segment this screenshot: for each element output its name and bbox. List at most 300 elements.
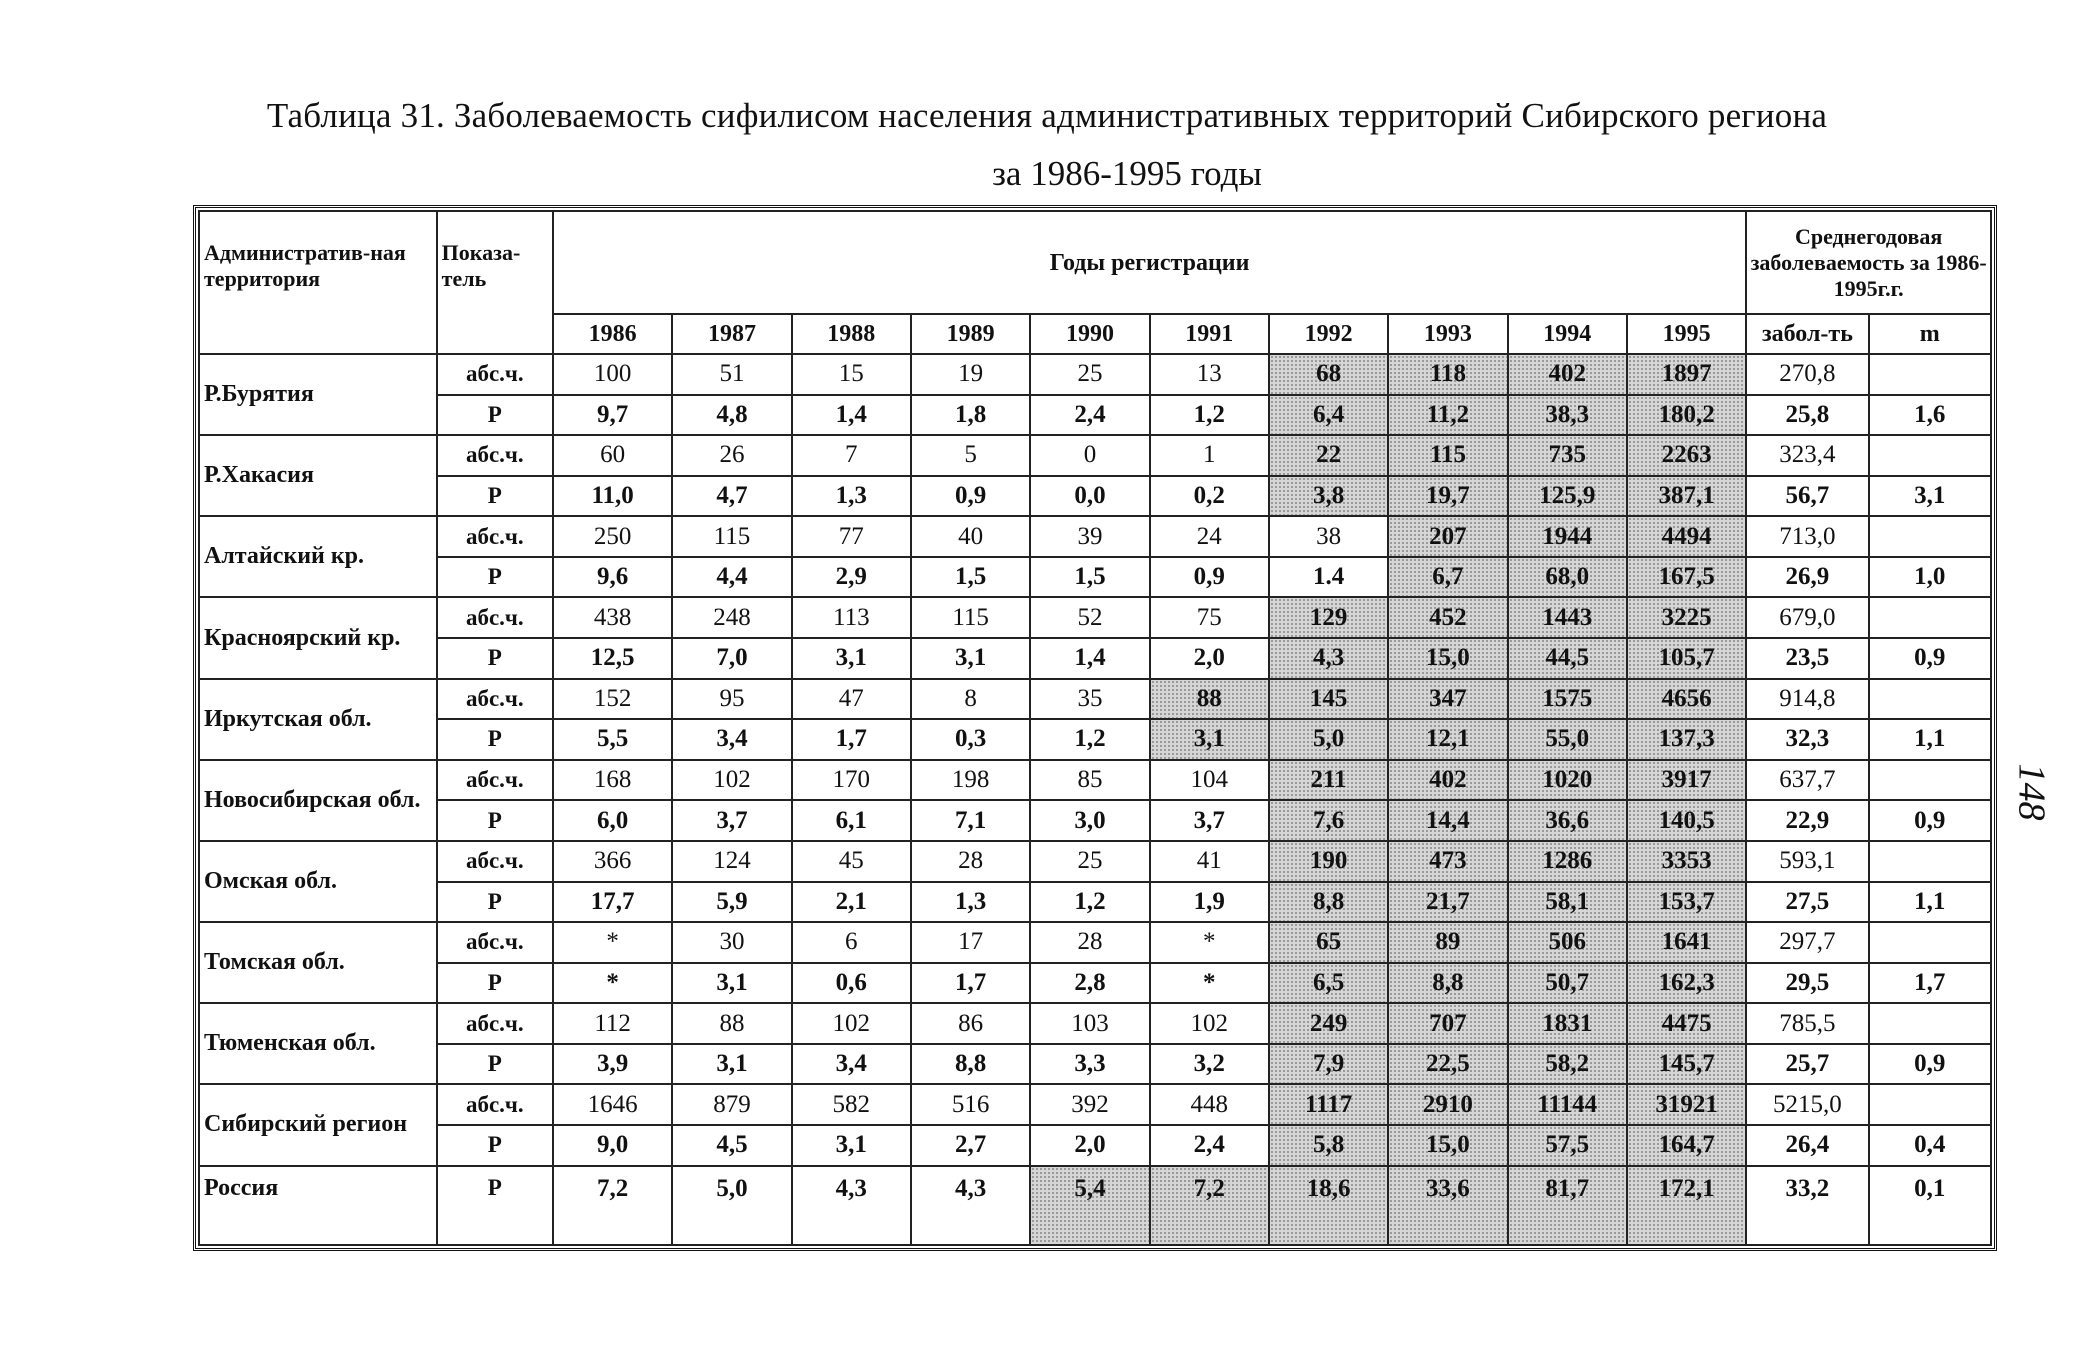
header-year-1993: 1993: [1388, 314, 1507, 354]
m-cell: [1869, 354, 1991, 395]
value-cell: 4475: [1627, 1003, 1746, 1044]
value-cell: 1,9: [1150, 882, 1269, 923]
value-cell: 879: [672, 1084, 791, 1125]
indicator-cell: абс.ч.: [437, 516, 553, 557]
value-cell: 102: [672, 760, 791, 801]
table-title: Таблица 31. Заболеваемость сифилисом населения административных территорий Сибирского региона: [266, 96, 1828, 135]
value-cell: 4,7: [672, 476, 791, 517]
value-cell: 8,8: [911, 1044, 1030, 1085]
value-cell: 88: [672, 1003, 791, 1044]
value-cell: 24: [1150, 516, 1269, 557]
header-average-group: Среднегодовая заболеваемость за 1986-1995г.г.: [1746, 211, 1991, 314]
value-cell: 448: [1150, 1084, 1269, 1125]
value-cell: 2263: [1627, 435, 1746, 476]
territory-name: Томская обл.: [199, 922, 437, 1003]
value-cell: 392: [1030, 1084, 1149, 1125]
average-cell: 56,7: [1746, 476, 1868, 517]
value-cell: 180,2: [1627, 395, 1746, 436]
territory-name: Омская обл.: [199, 841, 437, 922]
value-cell: 4,3: [911, 1166, 1030, 1245]
header-year-1989: 1989: [911, 314, 1030, 354]
value-cell: 1: [1150, 435, 1269, 476]
table-row: [199, 800, 1991, 841]
value-cell: 4656: [1627, 679, 1746, 720]
territory-name: Новосибирская обл.: [199, 760, 437, 841]
value-cell: 3353: [1627, 841, 1746, 882]
value-cell: 4,3: [792, 1166, 911, 1245]
table-row: [199, 476, 1991, 517]
value-cell: 38: [1269, 516, 1388, 557]
value-cell: 129: [1269, 597, 1388, 638]
value-cell: 8: [911, 679, 1030, 720]
value-cell: 3,4: [792, 1044, 911, 1085]
table-row: [199, 1125, 1991, 1166]
indicator-cell: абс.ч.: [437, 435, 553, 476]
table-row: [199, 557, 1991, 598]
value-cell: 1646: [553, 1084, 672, 1125]
value-cell: 211: [1269, 760, 1388, 801]
value-cell: 65: [1269, 922, 1388, 963]
average-cell: 26,9: [1746, 557, 1868, 598]
indicator-cell: Р: [437, 1044, 553, 1085]
m-cell: [1869, 922, 1991, 963]
value-cell: 47: [792, 679, 911, 720]
value-cell: 125,9: [1508, 476, 1627, 517]
value-cell: 15: [792, 354, 911, 395]
value-cell: 58,2: [1508, 1044, 1627, 1085]
indicator-cell: Р: [437, 1125, 553, 1166]
value-cell: 105,7: [1627, 638, 1746, 679]
value-cell: 11,0: [553, 476, 672, 517]
value-cell: 4,4: [672, 557, 791, 598]
value-cell: 3,1: [672, 963, 791, 1004]
average-cell: 679,0: [1746, 597, 1868, 638]
value-cell: 5,0: [1269, 719, 1388, 760]
value-cell: 167,5: [1627, 557, 1746, 598]
value-cell: 4,5: [672, 1125, 791, 1166]
value-cell: 1897: [1627, 354, 1746, 395]
value-cell: 3,1: [672, 1044, 791, 1085]
value-cell: 1.4: [1269, 557, 1388, 598]
table-row: [199, 841, 1991, 882]
indicator-cell: Р: [437, 395, 553, 436]
value-cell: 2,8: [1030, 963, 1149, 1004]
value-cell: 249: [1269, 1003, 1388, 1044]
table-row: [199, 922, 1991, 963]
value-cell: 8,8: [1269, 882, 1388, 923]
value-cell: 1,2: [1030, 882, 1149, 923]
m-cell: 1,1: [1869, 719, 1991, 760]
average-cell: 25,8: [1746, 395, 1868, 436]
value-cell: 28: [1030, 922, 1149, 963]
value-cell: *: [1150, 963, 1269, 1004]
value-cell: 50,7: [1508, 963, 1627, 1004]
value-cell: 60: [553, 435, 672, 476]
value-cell: 6,5: [1269, 963, 1388, 1004]
value-cell: 198: [911, 760, 1030, 801]
average-cell: 323,4: [1746, 435, 1868, 476]
value-cell: 19,7: [1388, 476, 1507, 517]
value-cell: 17: [911, 922, 1030, 963]
header-year-1995: 1995: [1627, 314, 1746, 354]
value-cell: 1443: [1508, 597, 1627, 638]
value-cell: 9,7: [553, 395, 672, 436]
indicator-cell: Р: [437, 800, 553, 841]
header-territory: Административ-ная территория: [199, 211, 437, 354]
header-avg-value: забол-ть: [1746, 314, 1868, 354]
value-cell: 7,9: [1269, 1044, 1388, 1085]
table-row: [199, 882, 1991, 923]
value-cell: 582: [792, 1084, 911, 1125]
value-cell: 5: [911, 435, 1030, 476]
value-cell: 1,3: [792, 476, 911, 517]
value-cell: 3,7: [672, 800, 791, 841]
value-cell: 51: [672, 354, 791, 395]
value-cell: 40: [911, 516, 1030, 557]
average-cell: 5215,0: [1746, 1084, 1868, 1125]
value-cell: 89: [1388, 922, 1507, 963]
header-year-1994: 1994: [1508, 314, 1627, 354]
value-cell: 145: [1269, 679, 1388, 720]
value-cell: 0,3: [911, 719, 1030, 760]
value-cell: 75: [1150, 597, 1269, 638]
m-cell: 1,6: [1869, 395, 1991, 436]
header-year-1991: 1991: [1150, 314, 1269, 354]
value-cell: 402: [1388, 760, 1507, 801]
value-cell: 45: [792, 841, 911, 882]
value-cell: 5,5: [553, 719, 672, 760]
table-row: [199, 760, 1991, 801]
value-cell: 3,0: [1030, 800, 1149, 841]
value-cell: 0,6: [792, 963, 911, 1004]
average-cell: 33,2: [1746, 1166, 1868, 1245]
value-cell: 1117: [1269, 1084, 1388, 1125]
value-cell: 15,0: [1388, 638, 1507, 679]
value-cell: 0,2: [1150, 476, 1269, 517]
header-indicator: Показа-тель: [437, 211, 553, 354]
average-cell: 785,5: [1746, 1003, 1868, 1044]
indicator-cell: абс.ч.: [437, 679, 553, 720]
m-cell: 0,4: [1869, 1125, 1991, 1166]
value-cell: 31921: [1627, 1084, 1746, 1125]
value-cell: 9,6: [553, 557, 672, 598]
m-cell: 1,1: [1869, 882, 1991, 923]
value-cell: 102: [792, 1003, 911, 1044]
header-avg-m: m: [1869, 314, 1991, 354]
value-cell: 86: [911, 1003, 1030, 1044]
table-subtitle: за 1986-1995 годы: [992, 154, 1262, 193]
value-cell: 21,7: [1388, 882, 1507, 923]
header-year-1990: 1990: [1030, 314, 1149, 354]
value-cell: 103: [1030, 1003, 1149, 1044]
value-cell: 19: [911, 354, 1030, 395]
value-cell: 3,4: [672, 719, 791, 760]
value-cell: 1944: [1508, 516, 1627, 557]
indicator-cell: Р: [437, 882, 553, 923]
indicator-cell: абс.ч.: [437, 1084, 553, 1125]
value-cell: 7,1: [911, 800, 1030, 841]
value-cell: 25: [1030, 354, 1149, 395]
average-cell: 270,8: [1746, 354, 1868, 395]
value-cell: 12,5: [553, 638, 672, 679]
value-cell: 100: [553, 354, 672, 395]
value-cell: 39: [1030, 516, 1149, 557]
value-cell: 162,3: [1627, 963, 1746, 1004]
m-cell: 0,9: [1869, 1044, 1991, 1085]
value-cell: 5,4: [1030, 1166, 1149, 1245]
value-cell: 22,5: [1388, 1044, 1507, 1085]
m-cell: 1,7: [1869, 963, 1991, 1004]
value-cell: 3,1: [1150, 719, 1269, 760]
value-cell: 2910: [1388, 1084, 1507, 1125]
average-cell: 32,3: [1746, 719, 1868, 760]
average-cell: 23,5: [1746, 638, 1868, 679]
value-cell: *: [553, 963, 672, 1004]
value-cell: 33,6: [1388, 1166, 1507, 1245]
m-cell: [1869, 679, 1991, 720]
value-cell: 366: [553, 841, 672, 882]
value-cell: 30: [672, 922, 791, 963]
page-number: 148: [2010, 763, 2053, 821]
territory-name: Красноярский кр.: [199, 597, 437, 678]
indicator-cell: Р: [437, 557, 553, 598]
value-cell: 0,0: [1030, 476, 1149, 517]
value-cell: 170: [792, 760, 911, 801]
table-row: [199, 679, 1991, 720]
value-cell: 707: [1388, 1003, 1507, 1044]
value-cell: 14,4: [1388, 800, 1507, 841]
value-cell: 1831: [1508, 1003, 1627, 1044]
header-year-1987: 1987: [672, 314, 791, 354]
m-cell: 0,9: [1869, 800, 1991, 841]
value-cell: 7: [792, 435, 911, 476]
value-cell: 5,8: [1269, 1125, 1388, 1166]
value-cell: 81,7: [1508, 1166, 1627, 1245]
indicator-cell: Р: [437, 476, 553, 517]
value-cell: 4,3: [1269, 638, 1388, 679]
value-cell: 102: [1150, 1003, 1269, 1044]
table-row: [199, 1166, 1991, 1245]
value-cell: 6,0: [553, 800, 672, 841]
table-row: [199, 395, 1991, 436]
value-cell: 0,9: [911, 476, 1030, 517]
value-cell: 0,9: [1150, 557, 1269, 598]
value-cell: 1286: [1508, 841, 1627, 882]
indicator-cell: абс.ч.: [437, 597, 553, 638]
value-cell: 11,2: [1388, 395, 1507, 436]
indicator-cell: абс.ч.: [437, 841, 553, 882]
value-cell: 18,6: [1269, 1166, 1388, 1245]
value-cell: 7,6: [1269, 800, 1388, 841]
value-cell: 8,8: [1388, 963, 1507, 1004]
value-cell: 516: [911, 1084, 1030, 1125]
value-cell: 9,0: [553, 1125, 672, 1166]
value-cell: 6,1: [792, 800, 911, 841]
m-cell: 0,9: [1869, 638, 1991, 679]
territory-name: Иркутская обл.: [199, 679, 437, 760]
value-cell: 3,3: [1030, 1044, 1149, 1085]
value-cell: 164,7: [1627, 1125, 1746, 1166]
table-row: [199, 354, 1991, 395]
average-cell: 27,5: [1746, 882, 1868, 923]
value-cell: 2,4: [1150, 1125, 1269, 1166]
territory-name: Россия: [199, 1166, 437, 1245]
value-cell: 402: [1508, 354, 1627, 395]
indicator-cell: абс.ч.: [437, 354, 553, 395]
value-cell: 26: [672, 435, 791, 476]
table-row: [199, 638, 1991, 679]
value-cell: 6: [792, 922, 911, 963]
value-cell: 152: [553, 679, 672, 720]
value-cell: 387,1: [1627, 476, 1746, 517]
value-cell: 7,2: [1150, 1166, 1269, 1245]
value-cell: 137,3: [1627, 719, 1746, 760]
value-cell: 2,1: [792, 882, 911, 923]
value-cell: 28: [911, 841, 1030, 882]
value-cell: 41: [1150, 841, 1269, 882]
value-cell: 95: [672, 679, 791, 720]
header-year-1986: 1986: [553, 314, 672, 354]
table-row: [199, 1084, 1991, 1125]
value-cell: 1,2: [1150, 395, 1269, 436]
value-cell: 112: [553, 1003, 672, 1044]
m-cell: [1869, 1084, 1991, 1125]
indicator-cell: Р: [437, 719, 553, 760]
average-cell: 22,9: [1746, 800, 1868, 841]
value-cell: 52: [1030, 597, 1149, 638]
territory-name: Р.Бурятия: [199, 354, 437, 435]
value-cell: 1,7: [792, 719, 911, 760]
table-body: [199, 354, 1991, 1245]
value-cell: 4,8: [672, 395, 791, 436]
table-frame: [193, 205, 1997, 1251]
value-cell: 1,7: [911, 963, 1030, 1004]
value-cell: 4494: [1627, 516, 1746, 557]
m-cell: [1869, 597, 1991, 638]
value-cell: 168: [553, 760, 672, 801]
table-row: [199, 1044, 1991, 1085]
value-cell: 140,5: [1627, 800, 1746, 841]
m-cell: [1869, 435, 1991, 476]
value-cell: 115: [911, 597, 1030, 638]
value-cell: 1575: [1508, 679, 1627, 720]
value-cell: 452: [1388, 597, 1507, 638]
value-cell: 6,4: [1269, 395, 1388, 436]
header-year-1988: 1988: [792, 314, 911, 354]
value-cell: 104: [1150, 760, 1269, 801]
indicator-cell: абс.ч.: [437, 1003, 553, 1044]
value-cell: 190: [1269, 841, 1388, 882]
value-cell: 113: [792, 597, 911, 638]
average-cell: 26,4: [1746, 1125, 1868, 1166]
territory-name: Алтайский кр.: [199, 516, 437, 597]
value-cell: 5,0: [672, 1166, 791, 1245]
incidence-table: [198, 210, 1992, 1246]
header-years-group: Годы регистрации: [553, 211, 1746, 314]
value-cell: 85: [1030, 760, 1149, 801]
value-cell: 3,1: [911, 638, 1030, 679]
value-cell: 207: [1388, 516, 1507, 557]
table-row: [199, 435, 1991, 476]
value-cell: *: [1150, 922, 1269, 963]
value-cell: 1,2: [1030, 719, 1149, 760]
value-cell: 1,4: [1030, 638, 1149, 679]
table-row: [199, 1003, 1991, 1044]
value-cell: 735: [1508, 435, 1627, 476]
m-cell: 3,1: [1869, 476, 1991, 517]
table-row: [199, 963, 1991, 1004]
m-cell: [1869, 1003, 1991, 1044]
value-cell: 0: [1030, 435, 1149, 476]
value-cell: 3225: [1627, 597, 1746, 638]
m-cell: [1869, 841, 1991, 882]
value-cell: 473: [1388, 841, 1507, 882]
value-cell: 57,5: [1508, 1125, 1627, 1166]
indicator-cell: абс.ч.: [437, 922, 553, 963]
value-cell: 1,3: [911, 882, 1030, 923]
indicator-cell: Р: [437, 638, 553, 679]
average-cell: 25,7: [1746, 1044, 1868, 1085]
value-cell: 248: [672, 597, 791, 638]
value-cell: 438: [553, 597, 672, 638]
value-cell: 115: [1388, 435, 1507, 476]
value-cell: 2,7: [911, 1125, 1030, 1166]
value-cell: 17,7: [553, 882, 672, 923]
territory-name: Сибирский регион: [199, 1084, 437, 1165]
value-cell: 25: [1030, 841, 1149, 882]
value-cell: 15,0: [1388, 1125, 1507, 1166]
header-year-1992: 1992: [1269, 314, 1388, 354]
m-cell: 0,1: [1869, 1166, 1991, 1245]
m-cell: [1869, 760, 1991, 801]
value-cell: 88: [1150, 679, 1269, 720]
table-row: [199, 516, 1991, 557]
territory-name: Р.Хакасия: [199, 435, 437, 516]
average-cell: 593,1: [1746, 841, 1868, 882]
average-cell: 29,5: [1746, 963, 1868, 1004]
value-cell: 3,1: [792, 1125, 911, 1166]
value-cell: 1,5: [911, 557, 1030, 598]
value-cell: 68: [1269, 354, 1388, 395]
value-cell: 3,8: [1269, 476, 1388, 517]
value-cell: 145,7: [1627, 1044, 1746, 1085]
value-cell: *: [553, 922, 672, 963]
table-row: [199, 597, 1991, 638]
m-cell: 1,0: [1869, 557, 1991, 598]
value-cell: 172,1: [1627, 1166, 1746, 1245]
value-cell: 58,1: [1508, 882, 1627, 923]
value-cell: 118: [1388, 354, 1507, 395]
value-cell: 2,0: [1150, 638, 1269, 679]
average-cell: 713,0: [1746, 516, 1868, 557]
value-cell: 11144: [1508, 1084, 1627, 1125]
value-cell: 1,4: [792, 395, 911, 436]
value-cell: 347: [1388, 679, 1507, 720]
value-cell: 124: [672, 841, 791, 882]
indicator-cell: абс.ч.: [437, 760, 553, 801]
value-cell: 35: [1030, 679, 1149, 720]
value-cell: 12,1: [1388, 719, 1507, 760]
indicator-cell: Р: [437, 963, 553, 1004]
table-row: [199, 719, 1991, 760]
value-cell: 3,9: [553, 1044, 672, 1085]
value-cell: 2,9: [792, 557, 911, 598]
value-cell: 153,7: [1627, 882, 1746, 923]
value-cell: 38,3: [1508, 395, 1627, 436]
average-cell: 637,7: [1746, 760, 1868, 801]
indicator-cell: Р: [437, 1166, 553, 1245]
value-cell: 44,5: [1508, 638, 1627, 679]
